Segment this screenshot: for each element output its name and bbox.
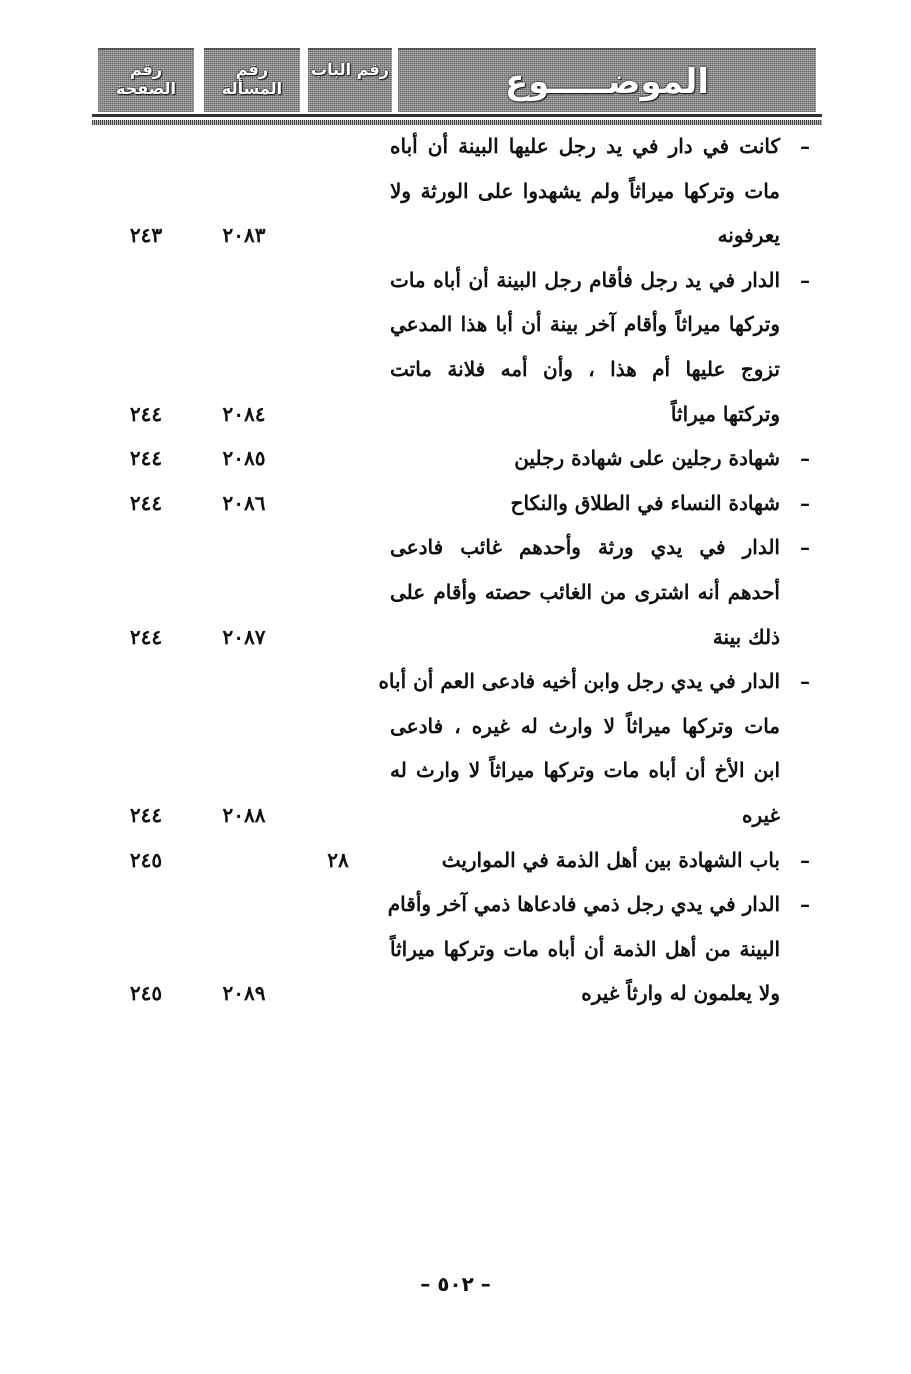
entry-text: أحدهم أنه اشترى من الغائب حصته وأقام على — [390, 580, 780, 604]
entry-issue-number: ٢٠٨٧ — [222, 624, 266, 649]
entry-text: ابن الأخ أن أباه مات وتركها ميراثاً لا وارث له — [390, 758, 780, 783]
index-entry-line — [0, 882, 911, 926]
entry-page-number: ٢٤٤ — [129, 624, 163, 649]
entry-page-number: ٢٤٤ — [129, 401, 163, 426]
page-number: – ٥٠٢ – — [420, 1272, 491, 1296]
entry-dash: – — [800, 535, 810, 560]
entry-page-number: ٢٤٣ — [129, 223, 163, 248]
index-entry-line — [0, 525, 911, 569]
header-subject-column: الموضـــــوع — [398, 48, 816, 112]
index-entry-line — [0, 971, 911, 1015]
entry-dash: – — [800, 134, 810, 158]
entry-text: مات وتركها ميراثاً ولم يشهدوا على الورثة ولا — [390, 178, 780, 203]
index-entry-line — [0, 704, 911, 748]
entry-dash: – — [800, 267, 810, 292]
index-entry-line — [0, 258, 911, 302]
entry-chapter-number: ٢٨ — [327, 847, 349, 872]
index-entry-line — [0, 169, 911, 213]
index-entry-line — [0, 302, 911, 346]
entry-text: مات وتركها ميراثاً لا وارث له غيره ، فادعى — [390, 713, 780, 738]
entry-page-number: ٢٤٤ — [129, 490, 163, 515]
entry-issue-number: ٢٠٨٨ — [222, 803, 266, 827]
entry-text: وتركتها ميراثاً — [670, 401, 780, 426]
entry-text: ولا يعلمون له وارثاً غيره — [581, 981, 780, 1006]
entry-dash: – — [800, 847, 810, 872]
entry-issue-number: ٢٠٨٥ — [222, 446, 266, 471]
entry-text: غيره — [741, 803, 780, 827]
entry-issue-number: ٢٠٨٩ — [222, 981, 266, 1006]
entry-text: الدار في يدي ورثة وأحدهم غائب فادعى — [390, 535, 780, 560]
entry-page-number: ٢٤٥ — [129, 847, 163, 872]
entry-dash: – — [800, 490, 810, 515]
index-entry-line — [0, 392, 911, 436]
index-entry-line — [0, 659, 911, 703]
entry-text: تزوج عليها أم هذا ، وأن أمه فلانة ماتت — [390, 357, 780, 381]
index-entry-line — [0, 793, 911, 837]
entry-text: الدار في يدي رجل ذمي فادعاها ذمي آخر وأقام — [387, 892, 780, 917]
entry-text: وتركها ميراثاً وأقام آخر بينة أن أبا هذا المدعي — [390, 312, 780, 337]
index-entry-line — [0, 213, 911, 257]
entry-dash: – — [800, 446, 810, 471]
header-issue-column: رقم المسألة — [204, 48, 300, 112]
entry-page-number: ٢٤٤ — [129, 446, 163, 471]
entry-issue-number: ٢٠٨٣ — [222, 223, 266, 248]
entry-dash: – — [800, 669, 810, 694]
index-entry-line — [0, 347, 911, 391]
entry-issue-number: ٢٠٨٦ — [222, 490, 266, 515]
index-entry-line — [0, 481, 911, 525]
index-entry-line — [0, 124, 911, 168]
header-rule — [92, 114, 822, 117]
index-entry-line — [0, 838, 911, 882]
index-entry-line — [0, 436, 911, 480]
entry-page-number: ٢٤٤ — [129, 803, 163, 827]
entry-issue-number: ٢٠٨٤ — [222, 401, 266, 426]
entry-page-number: ٢٤٥ — [129, 981, 163, 1006]
entry-text: شهادة رجلين على شهادة رجلين — [514, 446, 780, 471]
entry-text: الدار في يدي رجل وابن أخيه فادعى العم أن أباه — [378, 669, 780, 694]
index-entry-line — [0, 927, 911, 971]
entry-text: كانت في دار في يد رجل عليها البينة أن أباه — [390, 134, 780, 158]
entry-text: الدار في يد رجل فأقام رجل البينة أن أباه مات — [390, 267, 780, 292]
index-entry-line — [0, 570, 911, 614]
header-page-column: رقم الصفحة — [98, 48, 194, 112]
header-chapter-column: رقم الباب — [308, 48, 392, 112]
entry-text: باب الشهادة بين أهل الذمة في المواريث — [441, 847, 780, 872]
entry-text: البينة من أهل الذمة أن أباه مات وتركها ميراثاً — [390, 936, 780, 961]
entry-dash: – — [800, 892, 810, 917]
entry-text: ذلك بينة — [712, 624, 780, 649]
entry-text: يعرفونه — [717, 223, 780, 248]
entry-text: شهادة النساء في الطلاق والنكاح — [510, 490, 780, 515]
table-header — [92, 48, 822, 126]
index-entry-line — [0, 748, 911, 792]
index-entry-line — [0, 615, 911, 659]
